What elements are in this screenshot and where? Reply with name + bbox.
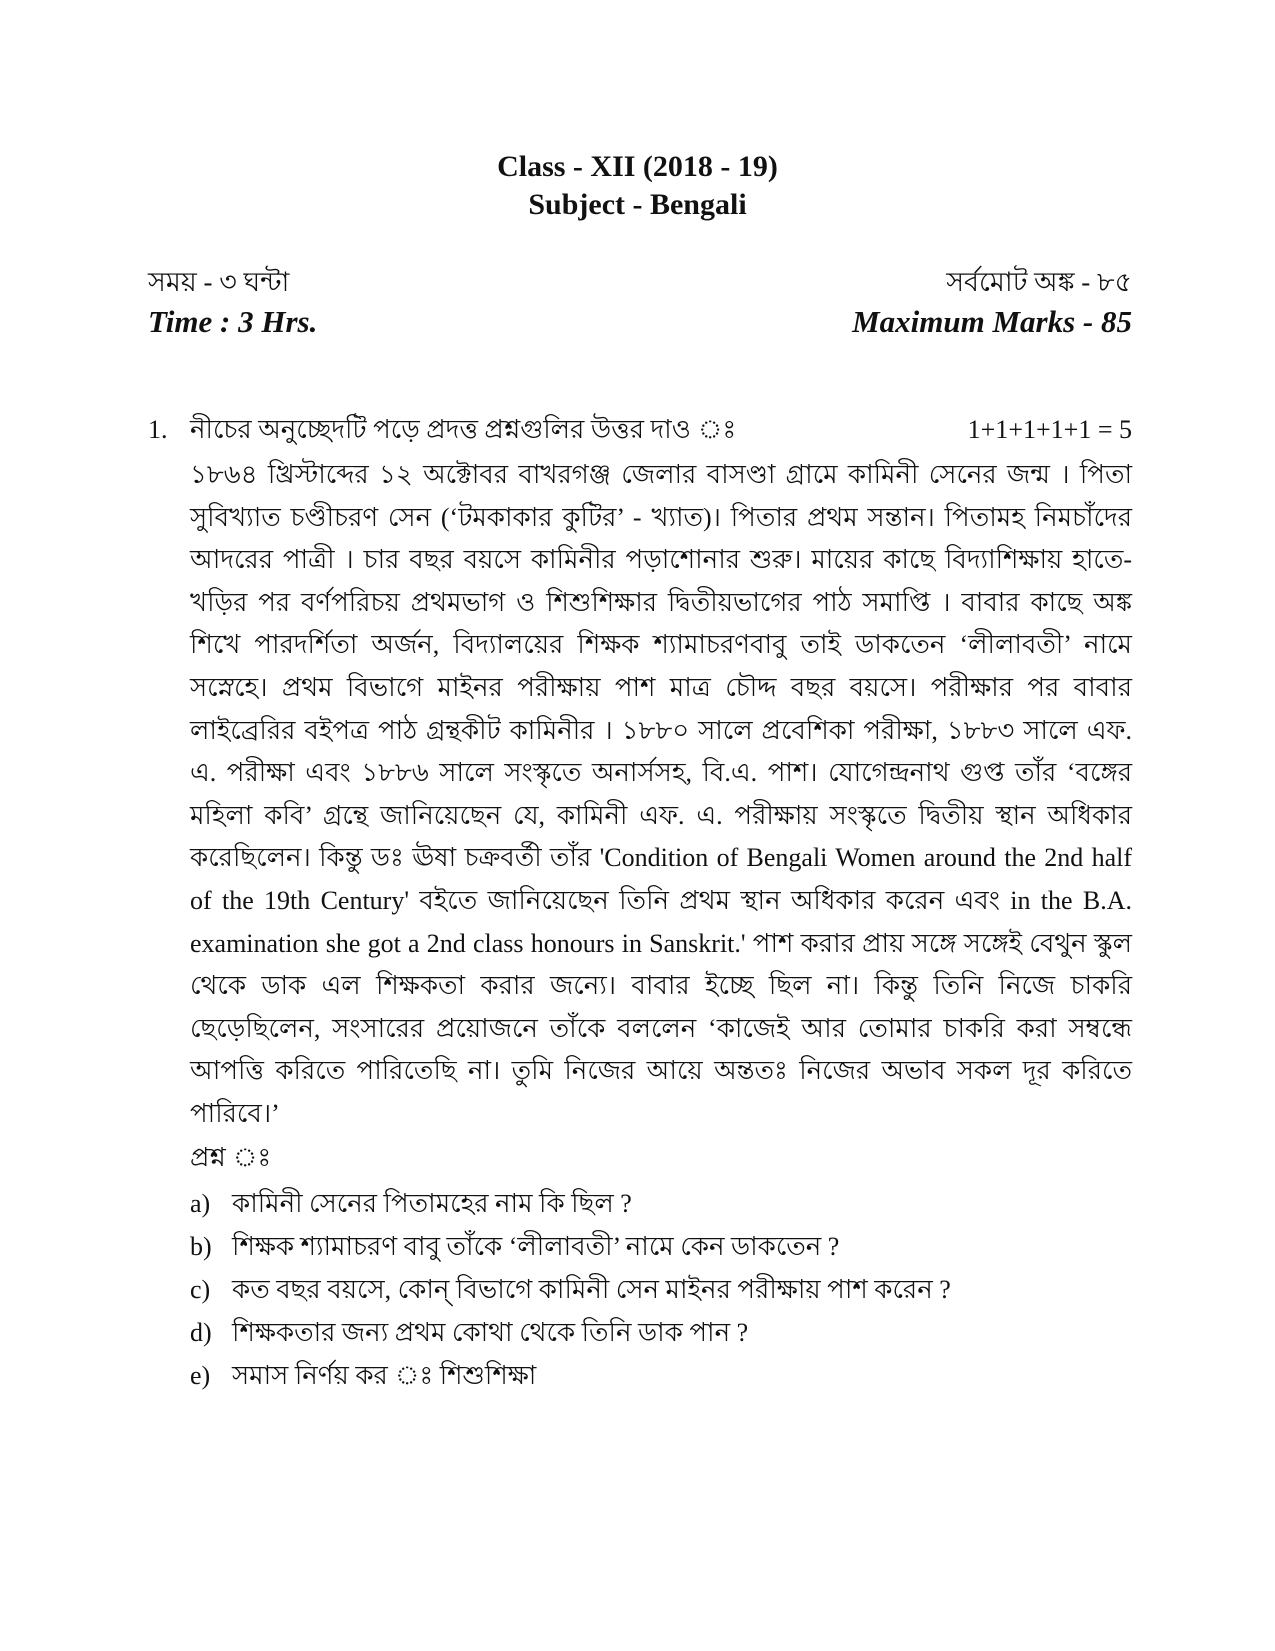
marks-bengali: সর্বমোট অঙ্ক - ৮৫ <box>946 267 1132 297</box>
question-1 <box>148 412 1132 1397</box>
passage-text: ১৮৬৪ খ্রিস্টাব্দের ১২ অক্টোবর বাখরগঞ্জ জেলার বাসণ্ডা গ্রামে কামিনী সেনের জন্ম । পিতা সুবিখ্যাত চণ্ডীচরণ সেন (‘টমকাকার কুটির’ - খ্যাত)। পিতার প্রথম সন্তান। পিতামহ নিমচাঁদের আদরের পাত্রী । চার বছর বয়সে কামিনীর পড়াশোনার শুরু। মায়ের কাছে বিদ্যাশিক্ষায় হাতে-খড়ির পর বর্ণপরিচয় প্রথমভাগ ও শিশুশিক্ষার দ্বিতীয়ভাগের পাঠ সমাপ্তি । বাবার কাছে অঙ্ক শিখে পারদর্শিতা অর্জন, বিদ্যালয়ের শিক্ষক শ্যামাচরণবাবু তাই ডাকতেন ‘লীলাবতী’ নামে সস্নেহে। প্রথম বিভাগে মাইনর পরীক্ষায় পাশ মাত্র চৌদ্দ বছর বয়সে। পরীক্ষার পর বাবার লাইব্রেরির বইপত্র পাঠ গ্রন্থকীট কামিনীর । ১৮৮০ সালে প্রবেশিকা পরীক্ষা, ১৮৮৩ সালে এফ. এ. পরীক্ষা এবং ১৮৮৬ সালে সংস্কৃতে অনার্সসহ, বি.এ. পাশ। যোগেন্দ্রনাথ গুপ্ত তাঁর ‘বঙ্গের মহিলা কবি’ গ্রন্থে জানিয়েছেন যে, কামিনী এফ. এ. পরীক্ষায় সংস্কৃতে দ্বিতীয় স্থান অধিকার করেছিলেন। কিন্তু ডঃ ঊষা চক্রবর্তী তাঁর 'Condition of Bengali Women around the 2nd half of the 19th Century' বইতে জানিয়েছেন তিনি প্রথম স্থান অধিকার করেন এবং in the B.A. examination she got a 2nd class honours in Sanskrit.' পাশ করার প্রায় সঙ্গে সঙ্গেই বেথুন স্কুল থেকে ডাক এল শিক্ষকতা করার জন্যে। বাবার ইচ্ছে ছিল না। কিন্তু তিনি নিজে চাকরি ছেড়েছিলেন, সংসারের প্রয়োজনে তাঁকে বললেন ‘কাজেই আর তোমার চাকরি করা সম্বন্ধে আপত্তি করিতে পারিতেছি না। তুমি নিজের আয়ে অন্ততঃ নিজের অভাব সকল দূর করিতে পারিবে।’ <box>190 460 1132 1128</box>
subject-title: Subject - Bengali <box>528 188 747 221</box>
question-instruction: নীচের অনুচ্ছেদটি পড়ে প্রদত্ত প্রশ্নগুলির উত্তর দাও ঃ <box>190 415 737 444</box>
question-number: 1. <box>148 415 168 444</box>
exam-header <box>0 148 1275 224</box>
sub-question-text: কত বছর বয়সে, কোন্ বিভাগে কামিনী সেন মাইনর পরীক্ষায় পাশ করেন ? <box>232 1274 951 1304</box>
sub-question-text: কামিনী সেনের পিতামহের নাম কি ছিল ? <box>232 1188 632 1218</box>
sub-question-d <box>190 1311 1132 1354</box>
sub-question-c <box>190 1268 1132 1311</box>
sub-question-b <box>190 1225 1132 1268</box>
sub-question-list <box>190 1182 1132 1397</box>
sub-question-letter: b) <box>190 1231 212 1261</box>
sub-question-letter: e) <box>190 1360 211 1390</box>
class-title: Class - XII (2018 - 19) <box>497 150 778 183</box>
sub-question-text: শিক্ষক শ্যামাচরণ বাবু তাঁকে ‘লীলাবতী’ নামে কেন ডাকতেন ? <box>232 1231 840 1261</box>
question-marks: 1+1+1+1+1 = 5 <box>967 415 1132 444</box>
sub-question-a <box>190 1182 1132 1225</box>
meta-row-english <box>148 304 1132 340</box>
sub-question-e <box>190 1354 1132 1397</box>
question-header <box>148 412 1132 448</box>
sub-question-letter: a) <box>190 1188 211 1218</box>
time-english: Time : 3 Hrs. <box>148 304 318 339</box>
sub-question-text: সমাস নির্ণয় কর ঃ শিশুশিক্ষা <box>232 1360 537 1390</box>
questions-label: প্রশ্ন ঃ <box>190 1142 272 1172</box>
sub-question-letter: d) <box>190 1317 212 1347</box>
meta-row-bengali <box>148 262 1132 307</box>
marks-english: Maximum Marks - 85 <box>852 304 1132 339</box>
sub-question-letter: c) <box>190 1274 211 1304</box>
time-bengali: সময় - ৩ ঘন্টা <box>148 267 290 297</box>
sub-question-text: শিক্ষকতার জন্য প্রথম কোথা থেকে তিনি ডাক পান ? <box>232 1317 749 1347</box>
